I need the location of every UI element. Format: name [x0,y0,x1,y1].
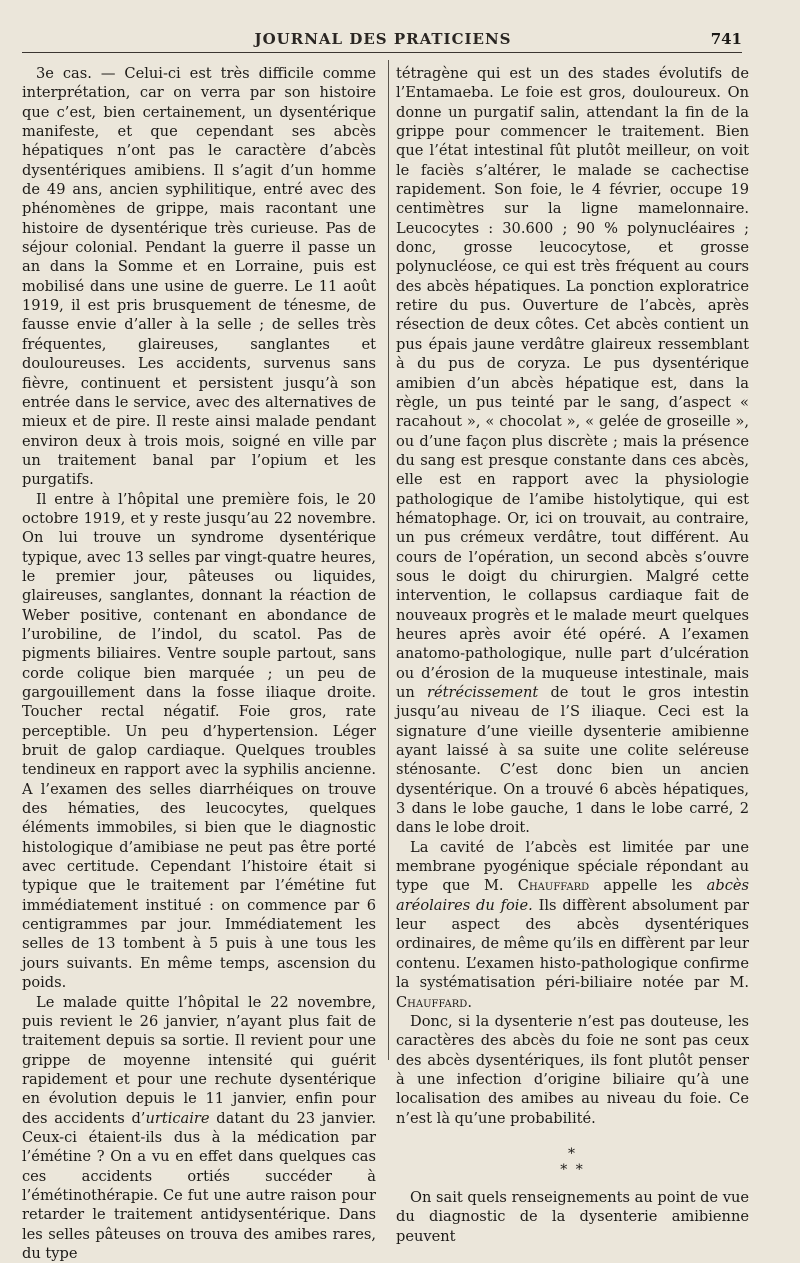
hospital-paragraph: Il entre à l’hôpital une première fois, le 20 octobre 1919, et y reste jusqu’au 22 novembre. On lui trouve un syndrome dysentérique typique, avec 13 selles par vingt-quatre heures, le premier jour, pâteuses ou liquides, glaireuses, sanglantes, donnant la réaction de Weber positive, contenant en abondance de l’urobiline, de l’indol, du scatol. Pas de pigments biliaires. Ventre souple partout, sans corde colique bien marquée ; un peu de gargouillement dans la fosse iliaque droite. Toucher rectal négatif. Foie gros, rate perceptible. Un peu d’hypertension. Léger bruit de galop cardiaque. Quelques troubles tendineux en rapport avec la syphilis ancienne. A l’examen des selles diarrhéiques on trouve des hématies, des leucocytes, quelques éléments immobiles, si bien que le diagnostic histologique d’amibiase ne peut pas être porté avec certitude. Cependant l’histoire était si typique que le traitement par l’émétine fut immédiatement institué : on commence par 6 centigrammes par jour. Immédiatement les selles de 13 tombent à 5 puis à une tous les jours suivants. En même temps, ascension du poids. [22,490,376,993]
right-column [396,64,749,1246]
journal-title: JOURNAL DES PRATICIENS [24,30,742,48]
author-name-2: Chauffard [396,994,467,1011]
cavity-text-d: . [467,994,472,1011]
column-divider [388,60,389,1060]
case-3-paragraph: 3e cas. — Celui-ci est très difficile comme interprétation, car on verra par son histoire que c’est, bien certainement, un dysentérique manifeste, et que cependant ses abcès hépatiques n’ont pas le caractère d’abcès dysentériques amibiens. Il s’agit d’un homme de 49 ans, ancien syphilitique, entré avec des phénomènes de grippe, mais racontant une histoire de dysentérique très curieuse. Pas de séjour colonial. Pendant la guerre il passe un an dans la Somme et en Lorraine, puis est mobilisé dans une usine de guerre. Le 11 août 1919, il est pris brusquement de ténesme, de fausse envie d’aller à la selle ; de selles très fréquentes, glaireuses, sanglantes et douloureuses. Les accidents, survenus sans fièvre, continuent et persistent jusqu’à son entrée dans le service, avec des alternatives de mieux et de pire. Il reste ainsi malade pendant environ deux à trois mois, soigné en ville par un traitement banal par l’opium et les purgatifs. [22,64,376,490]
continuation-text-b: de tout le gros intestin jusqu’au niveau de l’S iliaque. Ceci est la signature d’une vieille dysenterie amibienne ayant laissé à sa suite une colite seléreuse sténosante. C’est donc bien un ancien dysentérique. On a trouvé 6 abcès hépatiques, 3 dans le lobe gauche, 1 dans le lobe carré, 2 dans le lobe droit. [396,684,749,836]
areolar-abscess-term: abcès aréolaires du foie. [396,877,749,913]
continuation-paragraph [396,64,749,838]
author-name: Chauffard [518,877,589,894]
page-number: 741 [711,30,742,48]
relapse-paragraph [22,993,376,1263]
cavity-text-c: Ils diffèrent absolument par leur aspect des abcès dysentériques ordinaires, de même qu’ils en diffèrent par leur contenu. L’examen histo-pathologique confirme la systématisation péri-biliaire notée par M. [396,897,749,991]
continuation-text-a: tétragène qui est un des stades évolutifs de l’Entamaeba. Le foie est gros, douloureux. On donne un purgatif salin, attendant la fin de la grippe pour commencer le traitement. Bien que l’état intestinal fût plutôt meilleur, on voit le faciès s’altérer, le malade se cachectise rapidement. Son foie, le 4 février, occupe 19 centimètres sur la ligne mamelonnaire. Leucocytes : 30.600 ; 90 % polynucléaires ; donc, grosse leucocytose, et grosse polynucléose, ce qui est très fréquent au cours des abcès hépatiques. La ponction exploratrice retire du pus. Ouverture de l’abcès, après résection de deux côtes. Cet abcès contient un pus épais jaune verdâtre glaireux ressemblant à du pus de coryza. Le pus dysentérique amibien d’un abcès hépatique est, dans la règle, un pus teinté par le sang, d’aspect « racahout », « chocolat », « gelée de groseille », ou d’une façon plus discrète ; mais la présence du sang est presque constante dans ces abcès, elle est en rapport avec la physiologie pathologique de l’amibe histolytique, qui est hématophage. Or, ici on trouvait, au contraire, un pus crémeux verdâtre, tout différent. Au cours de l’opération, un second abcès s’ouvre sous le doigt du chirurgien. Malgré cette intervention, le collapsus cardiaque fait de nouveaux progrès et le malade meurt quelques heures après avoir été opéré. A l’examen anatomo-pathologique, nulle part d’ulcération ou d’érosion de la muqueuse intestinale, mais un [396,65,749,701]
relapse-text-b: datant du 23 janvier. Ceux-ci étaient-ils dus à la médication par l’émétine ? On a vu en effet dans quelques cas ces accidents ortiés succéder à l’émétinothérapie. Ce fut une autre raison pour retarder le traitement antidysentérique. Dans les selles pâteuses on trouva des amibes rares, du type [22,1110,376,1262]
cavity-text-a: La cavité de l’abcès est limitée par une membrane pyogénique spéciale répondant au type que M. [396,839,749,895]
urticaire-term: urticaire [145,1110,209,1127]
relapse-text-a: Le malade quitte l’hôpital le 22 novembre, puis revient le 26 janvier, n’ayant plus fait de traitement depuis sa sortie. Il revient pour une grippe de moyenne intensité qui guérit rapidement et pour une rechute dysentérique en évolution depuis le 11 janvier, enfin pour des accidents d’ [22,994,376,1127]
left-column [22,64,376,1263]
next-section-paragraph: On sait quels renseignements au point de vue du diagnostic de la dysenterie amibienne peuvent [396,1188,749,1246]
section-asterism: * * * [396,1146,749,1178]
header-rule [22,52,742,53]
abscess-cavity-paragraph [396,838,749,1012]
running-header [24,30,742,52]
cavity-text-b: appelle les [589,877,707,894]
conclusion-paragraph: Donc, si la dysenterie n’est pas douteuse, les caractères des abcès du foie ne sont pas ceux des abcès dysentériques, ils font plutôt penser à une infection d’origine biliaire qu’à une localisation des amibes au niveau du foie. Ce n’est là qu’une probabilité. [396,1012,749,1128]
retrecissement-term: rétrécissement [427,684,538,701]
